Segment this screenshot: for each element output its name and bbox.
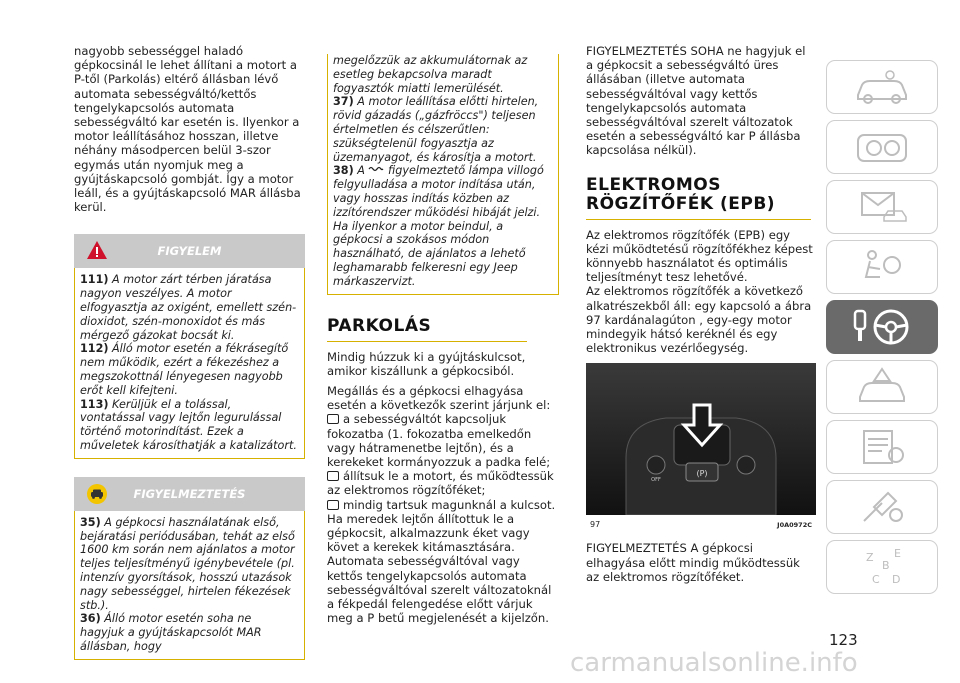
epb-switch-photo [586,363,816,515]
tab-index[interactable] [826,540,938,594]
item-text-prefix: A [357,164,365,178]
warning-item [80,342,299,397]
column-3 [586,44,814,584]
bullet-item [327,498,559,512]
caution-continued-text: megelőzzük az akkumulátornak az esetleg bekapcsolva maradt fogyasztók miatti lemerülését. [333,54,528,95]
item-number: 36) [80,612,101,626]
caution-body [74,511,305,660]
index-letter: C [872,573,880,586]
item-number: 38) [333,164,354,178]
index-letter: E [894,547,901,560]
tab-service-list[interactable] [826,420,938,474]
index-letter: D [892,573,901,586]
index-letter: B [882,559,890,572]
airbag-icon [852,247,912,287]
epb-p3: Az elektromos rögzítőfék a következő alkatrészekből áll: egy kapcsoló a ábra 97 kardánalagúton , egy-egy motor mindegyik hátsó keréknél és egy elektronikus vezérlőegység. [586,284,812,356]
glow-plug-icon [368,165,384,174]
bullet-text: mindig tartsuk magunknál a kulcsot. [343,497,556,512]
tab-dashboard[interactable] [826,120,938,174]
item-number: 35) [80,515,101,529]
warning-item [80,273,299,342]
tools-icon [852,487,912,527]
item-number: 37) [333,95,354,109]
item-number: 111) [80,273,109,287]
item-text: Álló motor esetén a fékrásegítő nem működik, ezért a fékezéshez a megszokottnál lényegesen nagyobb erőt kell kifejteni. [80,342,289,397]
warning-item [80,398,299,453]
caution-item [333,95,553,164]
svg-text:(P): (P) [696,469,708,479]
mail-car-icon [852,187,912,227]
bullet-item [327,469,559,497]
service-list-icon [852,427,912,467]
caution-item [80,516,299,613]
warning-title: FIGYELEM [157,244,222,259]
epb-heading-line1: ELEKTROMOS [586,174,721,195]
caution-header [74,477,305,511]
parking-heading [327,317,559,336]
warning-box [74,234,305,458]
car-icon [852,67,912,107]
parking-p3: Ha meredek lejtőn állítottuk le a gépkocsit, alkalmazzunk éket vagy követ a kerekek kitámasztására. [327,511,530,555]
watermark: carmanualsonline.info [570,648,858,678]
item-text: Álló motor esetén soha ne hagyjuk a gyújtáskapcsolót MAR állásban, hogy [80,612,262,653]
page-number: 123 [829,631,858,649]
bullet-item [327,412,559,469]
heading-rule [327,341,527,342]
tab-mail-car[interactable] [826,180,938,234]
parking-p2: Megállás és a gépkocsi elhagyása esetén a következők szerint járjunk el: [327,383,551,413]
epb-heading-line2: RÖGZÍTŐFÉK (EPB) [586,193,776,214]
tab-warning-car[interactable] [826,360,938,414]
tab-car[interactable] [826,60,938,114]
figure-code: J0A0972C [777,521,812,530]
epb-p4: FIGYELMEZTETÉS A gépkocsi elhagyása előtt mindig működtessük az elektromos rögzítőféket. [586,541,800,584]
off-label: OFF [651,477,661,484]
epb-p2: Az elektromos rögzítőfék (EPB) egy kézi működtetésű rögzítőfékhez képest könnyebb használatot és optimális teljesítményt tesz lehetővé. [586,227,813,285]
column-1 [74,44,305,660]
caution-item [80,612,299,653]
item-number: 112) [80,342,109,356]
bullet-icon [327,500,339,510]
index-letters-icon [852,545,912,589]
tab-steering-key[interactable] [826,300,938,354]
heading-rule [586,219,811,220]
bullet-icon [327,471,339,481]
item-text: figyelmeztető lámpa villogó felgyulladása a motor indítása után, vagy hosszas indítás közben az izzítórendszer működési hibáját jelzi. Ha ilyenkor a motor beindul, a gépkocsi a szokásos módon használható, de ajánlatos a lehető leghamarabb felkeresni egy Jeep márkaszervizt. [333,164,544,288]
parking-heading-text: PARKOLÁS [327,315,432,336]
caution-item [333,164,553,288]
epb-intro-warning: FIGYELMEZTETÉS SOHA ne hagyjuk el a gépkocsit a sebességváltó üres állásában (illetve automata sebességváltóval vagy kettős tengelykapcsolós automata sebességváltóval szerelt változatok esetén a sebességváltó kar P állásba kapcsolása nélkül). [586,44,806,158]
warning-body [74,268,305,458]
bullet-text: állítsuk le a motort, és működtessük az elektromos rögzítőféket; [327,469,554,498]
steering-key-icon [847,305,917,349]
item-text: A gépkocsi használatának első, bejáratási periódusában, tehát az első 1600 km során nem ajánlatos a motor teljes teljesítményű igénybevétele (pl. intenzív gyorsítások, hosszú utazások nagy sebességgel, hirtelen fékezések stb.). [80,515,295,612]
item-number: 113) [80,397,109,411]
intro-paragraph: nagyobb sebességgel haladó gépkocsinál le lehet állítani a motort a P-től (Parkolás) eltérő állásban lévő automata sebességváltó/kettős tengelykapcsolós automata sebességváltó kar esetén is. Ilyenkor a motor leállításához hosszan, illetve néhány másodpercen belül 3-szor egymás után nyomjuk meg a gyújtáskapcsoló gombját. Így a motor leáll, és a gyújtáskapcsoló MAR állásba kerül. [74,44,301,215]
chapter-sidebar [826,60,938,600]
item-text: Kerüljük el a tolással, vontatással vagy lejtőn legurulással történő motorindítást. Ezek a műveletek károsíthatják a katalizátort. [80,397,297,452]
parking-p4: Automata sebességváltóval vagy kettős tengelykapcsolós automata sebességváltóval szerelt változatoknál a fékpedál felengedése előtt várjuk meg a P betű megjelenését a kijelzőn. [327,554,552,626]
column-2 [327,54,559,625]
epb-switch-illustration [586,363,816,515]
tab-airbag[interactable] [826,240,938,294]
dashboard-icon [852,127,912,167]
parking-p1: Mindig húzzuk ki a gyújtáskulcsot, amikor kiszállunk a gépkocsiból. [327,349,526,378]
warning-car-icon [852,367,912,407]
bullet-text: a sebességváltót kapcsoljuk fokozatba (1. fokozatba emelkedőn vagy hátramenetbe lejtőn), és a kerekeket kormányozzuk a padka felé; [327,412,551,469]
figure-number: 97 [590,520,601,530]
tab-tools[interactable] [826,480,938,534]
caution-box [74,477,305,660]
item-text: A motor zárt térben járatása nagyon veszélyes. A motor elfogyasztja az oxigént, emellett szén-dioxidot, szén-monoxidot és más mérgező gázokat bocsát ki. [80,273,297,342]
caution-title: FIGYELMEZTETÉS [133,486,246,501]
item-text: A motor leállítása előtti hirtelen, rövid gázadás („gázfröccs") teljesen értelmetlen és célszerűtlen: szükségtelenül fogyasztja az üzemanyagot, és károsítja a motort. [333,95,539,164]
index-letter: Z [866,551,874,564]
figure-caption [586,515,814,529]
epb-heading [586,176,814,214]
warning-header [74,234,305,268]
caution-continued-body [327,54,559,295]
bullet-icon [327,414,339,424]
